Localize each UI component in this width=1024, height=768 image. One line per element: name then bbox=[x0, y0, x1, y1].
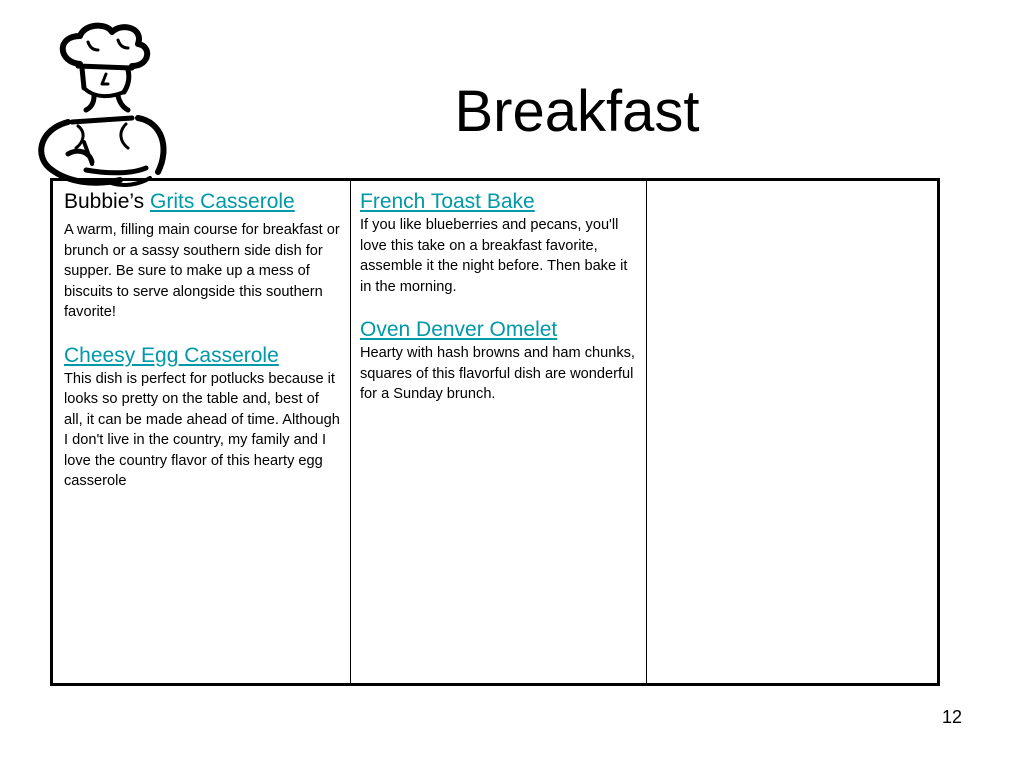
recipe-description: Hearty with hash browns and ham chunks, squares of this flavorful dish are wonderful for a Sunday brunch. bbox=[360, 345, 635, 402]
recipe-description: If you like blueberries and pecans, you'll love this take on a breakfast favorite, assemble it the night before. Then bake it in the morning. bbox=[360, 217, 628, 295]
recipe-link-oven-denver-omelet[interactable]: Oven Denver Omelet bbox=[360, 318, 558, 341]
recipe-description: A warm, filling main course for breakfast or brunch or a sassy southern side dish for supper. Be sure to make up a mess of biscuits to serve alongside this southern favorite! bbox=[64, 222, 340, 320]
page-number: 12 bbox=[942, 707, 963, 727]
recipe-column-3 bbox=[646, 181, 937, 683]
recipe-link-grits-casserole[interactable]: Grits Casserole bbox=[150, 190, 295, 213]
recipe-column-2 bbox=[350, 181, 646, 683]
slide-title: Breakfast bbox=[454, 79, 700, 144]
recipe-french-toast-bake bbox=[360, 189, 637, 297]
recipe-link-french-toast-bake[interactable]: French Toast Bake bbox=[360, 190, 535, 213]
recipe-table bbox=[50, 178, 940, 686]
recipe-prefix: Bubbie’s bbox=[64, 190, 151, 213]
recipe-link-cheesy-egg-casserole[interactable]: Cheesy Egg Casserole bbox=[64, 343, 279, 367]
recipe-grits-casserole bbox=[64, 189, 341, 323]
recipe-description: This dish is perfect for potlucks because it looks so pretty on the table and, best of all, it can be made ahead of time. Although I don't live in the country, my family and I love the country flavor of this hearty egg casserole bbox=[64, 370, 340, 489]
recipe-cheesy-egg-casserole bbox=[64, 343, 341, 492]
recipe-oven-denver-omelet bbox=[360, 317, 637, 405]
recipe-column-1 bbox=[53, 181, 350, 683]
